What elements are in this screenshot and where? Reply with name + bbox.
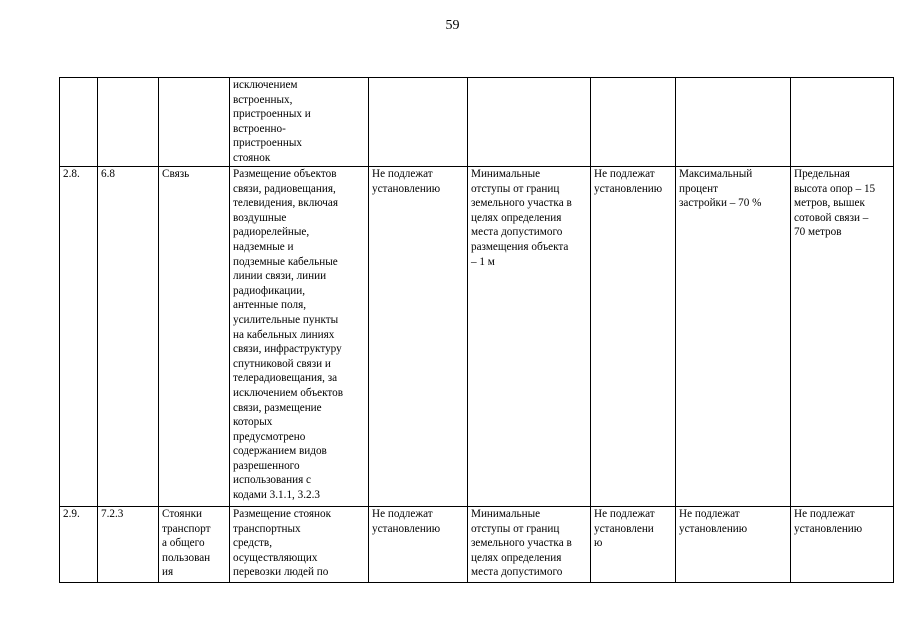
coverage-cell: Максимальный процент застройки – 70 %	[676, 167, 791, 507]
code-cell	[98, 78, 159, 167]
use-description-cell: исключением встроенных, пристроенных и встроенно- пристроенных стоянок	[230, 78, 369, 167]
page-number: 59	[445, 18, 460, 33]
parameter-cell	[591, 78, 676, 167]
height-limit-cell	[791, 78, 894, 167]
coverage-cell	[676, 78, 791, 167]
parameter-cell: Не подлежат установлению	[369, 167, 468, 507]
parameter-cell: Не подлежат установлению	[369, 507, 468, 583]
use-name-cell: Связь	[159, 167, 230, 507]
height-limit-cell: Не подлежат установлению	[791, 507, 894, 583]
setback-cell: Минимальные отступы от границ земельного участка в целях определения места допустимого размещения объекта – 1 м	[468, 167, 591, 507]
row-number-cell: 2.9.	[60, 507, 98, 583]
table-row	[60, 507, 894, 583]
use-description-cell: Размещение объектов связи, радиовещания, телевидения, включая воздушные радиорелейные, надземные и подземные кабельные линии связи, линии радиофикации, антенные поля, усилительные пункты на кабельных линиях связи, инфраструктуру спутниковой связи и телерадиовещания, за исключением объектов связи, размещение которых предусмотрено содержанием видов разрешенного использования с кодами 3.1.1, 3.2.3	[230, 167, 369, 507]
parameter-cell	[369, 78, 468, 167]
use-name-cell: Стоянки транспорт а общего пользован ия	[159, 507, 230, 583]
coverage-cell: Не подлежат установлению	[676, 507, 791, 583]
setback-cell	[468, 78, 591, 167]
regulations-table	[59, 77, 894, 583]
row-number-cell	[60, 78, 98, 167]
setback-cell: Минимальные отступы от границ земельного участка в целях определения места допустимого	[468, 507, 591, 583]
table-row	[60, 78, 894, 167]
parameter-cell: Не подлежат установлени ю	[591, 507, 676, 583]
code-cell: 7.2.3	[98, 507, 159, 583]
use-name-cell	[159, 78, 230, 167]
row-number-cell: 2.8.	[60, 167, 98, 507]
use-description-cell: Размещение стоянок транспортных средств, осуществляющих перевозки людей по	[230, 507, 369, 583]
code-cell: 6.8	[98, 167, 159, 507]
table-row	[60, 167, 894, 507]
height-limit-cell: Предельная высота опор – 15 метров, вышек сотовой связи – 70 метров	[791, 167, 894, 507]
parameter-cell: Не подлежат установлению	[591, 167, 676, 507]
